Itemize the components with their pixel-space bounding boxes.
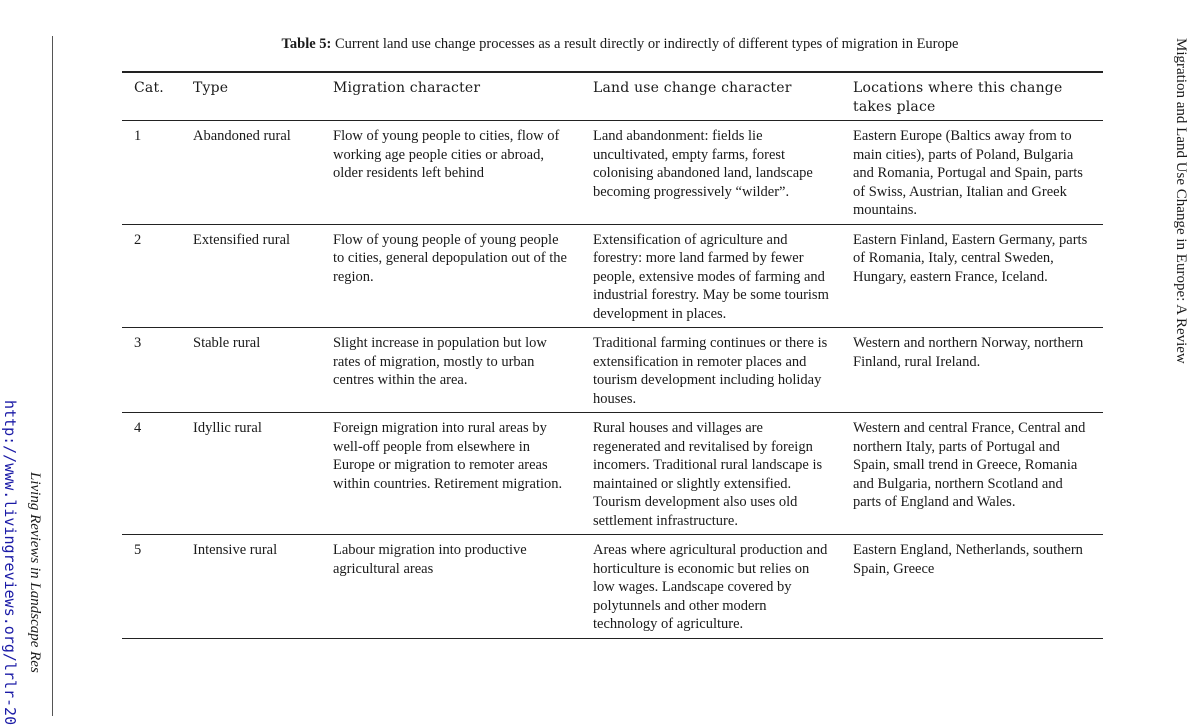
header-type: Type [193, 80, 229, 96]
cell-locations: Eastern Finland, Eastern Germany, parts of Romania, Italy, central Sweden, Hungary, eastern France, Iceland. [853, 231, 1088, 285]
cell-migration: Flow of young people of young people to cities, general depopulation out of the region. [333, 231, 567, 285]
table-row [122, 224, 1103, 328]
running-header: Migration and Land Use Change in Europe: A Review [1173, 38, 1189, 364]
table-row [122, 328, 1103, 413]
cell-landuse: Traditional farming continues or there is extensification in remoter places and tourism development including holiday houses. [593, 335, 828, 407]
cell-cat: 5 [134, 542, 142, 558]
cell-locations: Eastern England, Netherlands, southern Spain, Greece [853, 542, 1083, 577]
cell-migration: Foreign migration into rural areas by well-off people from elsewhere in Europe or migration to remoter areas within countries. Retirement migration. [333, 420, 563, 492]
cell-landuse: Rural houses and villages are regenerated and revitalised by foreign incomers. Traditional rural landscape is maintained or slightly extensified. Tourism development also uses old settlement infrastructure. [593, 420, 823, 529]
migration-landuse-table [122, 71, 1103, 639]
cell-cat: 1 [134, 128, 142, 144]
caption-label: Table 5: [281, 36, 332, 52]
journal-name: Living Reviews in Landscape Res [27, 472, 43, 673]
cell-migration: Slight increase in population but low rates of migration, mostly to urban centres within the area. [333, 335, 547, 388]
table-row [122, 121, 1103, 225]
cell-migration: Labour migration into productive agricultural areas [333, 542, 527, 577]
cell-landuse: Areas where agricultural production and horticulture is economic but relies on low wages. Landscape covered by polytunnels and other modern technology of agriculture. [593, 542, 828, 632]
cell-locations: Western and central France, Central and northern Italy, parts of Portugal and Spain, small trend in Greece, Romania and Bulgaria, northern Scotland and parts of England and Wales. [853, 420, 1086, 510]
table-row [122, 535, 1103, 639]
caption-text: Current land use change processes as a result directly or indirectly of different types of migration in Europe [335, 36, 959, 52]
margin-rule [52, 36, 53, 716]
cell-type: Abandoned rural [193, 128, 291, 144]
table-row [122, 413, 1103, 535]
cell-type: Idyllic rural [193, 420, 262, 436]
header-cat: Cat. [134, 80, 164, 96]
cell-locations: Western and northern Norway, northern Finland, rural Ireland. [853, 335, 1084, 370]
cell-type: Intensive rural [193, 542, 278, 558]
header-migration-character: Migration character [333, 80, 481, 96]
table-header-row [122, 72, 1103, 121]
cell-locations: Eastern Europe (Baltics away from to main cities), parts of Poland, Bulgaria and Romania, Portugal and Spain, parts of Swiss, Austrian, Italian and Greek mountains. [853, 128, 1083, 218]
cell-type: Stable rural [193, 335, 261, 351]
left-margin [0, 0, 60, 725]
table-caption [120, 35, 1120, 53]
article-url-link[interactable]: http://www.livingreviews.org/lrlr-20 [1, 400, 19, 725]
cell-cat: 4 [134, 420, 142, 436]
header-locations: Locations where this change takes place [853, 80, 1063, 115]
cell-cat: 3 [134, 335, 142, 351]
cell-landuse: Extensification of agriculture and forestry: more land farmed by fewer people, extensive modes of farming and industrial forestry. May be some tourism development in places. [593, 231, 829, 322]
cell-cat: 2 [134, 231, 142, 248]
header-land-use-change-character: Land use change character [593, 80, 792, 96]
cell-landuse: Land abandonment: fields lie uncultivated, empty farms, forest colonising abandoned land, landscape becoming progressively “wilder”. [593, 128, 813, 200]
cell-type: Extensified rural [193, 231, 291, 248]
cell-migration: Flow of young people to cities, flow of working age people cities or abroad, older residents left behind [333, 128, 560, 181]
